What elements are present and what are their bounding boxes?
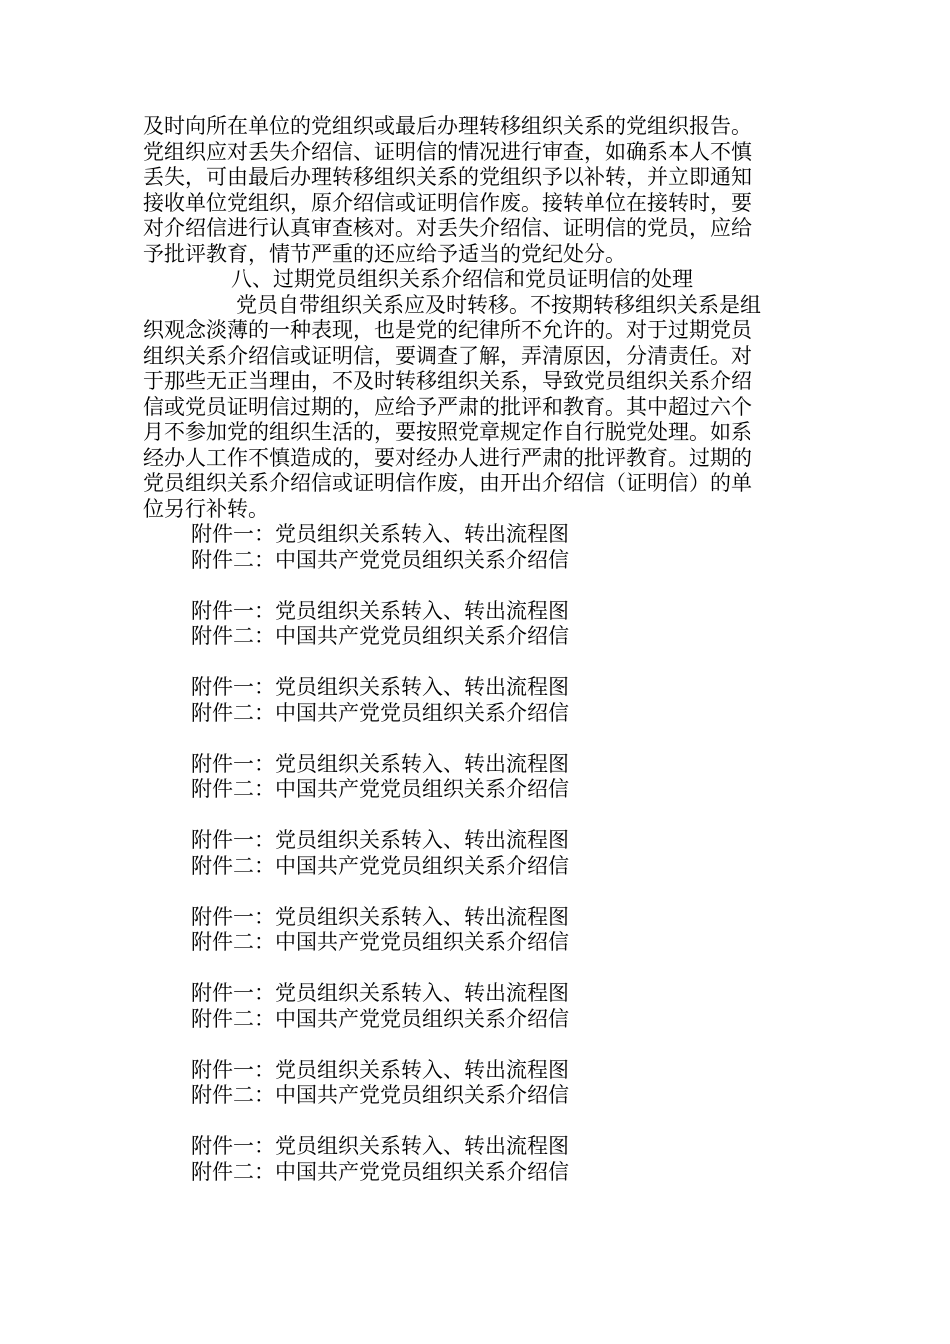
attachment-two: 附件二：中国共产党党员组织关系介绍信 (191, 853, 569, 878)
attachment-two: 附件二：中国共产党党员组织关系介绍信 (191, 1006, 569, 1031)
text-line: 党组织应对丢失介绍信、证明信的情况进行审查，如确系本人不慎 (143, 139, 752, 164)
attachment-two: 附件二：中国共产党党员组织关系介绍信 (191, 1159, 569, 1184)
attachment-list (143, 905, 803, 956)
text-line: 予批评教育，情节严重的还应给予适当的党纪处分。 (143, 241, 626, 266)
paragraph-expired-letter (143, 293, 803, 523)
text-line: 位另行补转。 (143, 496, 269, 521)
text-line: 丢失，可由最后办理转移组织关系的党组织予以补转，并立即通知 (143, 165, 752, 189)
text-line: 党员自带组织关系应及时转移。不按期转移组织关系是组 (236, 292, 761, 317)
attachment-one: 附件一：党员组织关系转入、转出流程图 (191, 904, 569, 929)
attachment-list (143, 675, 803, 726)
document-page (143, 114, 803, 1211)
text-line: 接收单位党组织，原介绍信或证明信作废。接转单位在接转时，要 (143, 190, 752, 215)
text-line: 织观念淡薄的一种表现，也是党的纪律所不允许的。对于过期党员 (143, 318, 752, 342)
attachment-list (143, 752, 803, 803)
attachment-one: 附件一：党员组织关系转入、转出流程图 (191, 675, 569, 699)
attachment-two: 附件二：中国共产党党员组织关系介绍信 (191, 1083, 569, 1107)
attachment-list (143, 828, 803, 879)
text-line: 于那些无正当理由，不及时转移组织关系，导致党员组织关系介绍 (143, 369, 752, 393)
paragraph-lost-letter (143, 114, 803, 267)
attachment-list (143, 599, 803, 650)
attachment-one: 附件一：党员组织关系转入、转出流程图 (191, 751, 569, 776)
text-line: 及时向所在单位的党组织或最后办理转移组织关系的党组织报告。 (143, 114, 752, 138)
attachment-one: 附件一：党员组织关系转入、转出流程图 (191, 828, 569, 852)
attachment-list (143, 1058, 803, 1109)
text-line: 党员组织关系介绍信或证明信作废，由开出介绍信（证明信）的单 (143, 471, 752, 495)
text-line: 组织关系介绍信或证明信，要调查了解，弄清原因，分清责任。对 (143, 343, 752, 368)
attachment-one: 附件一：党员组织关系转入、转出流程图 (191, 981, 569, 1005)
attachment-list (143, 522, 803, 573)
attachment-two: 附件二：中国共产党党员组织关系介绍信 (191, 700, 569, 725)
attachment-one: 附件一：党员组织关系转入、转出流程图 (191, 1057, 569, 1082)
attachment-list (143, 981, 803, 1032)
attachment-one: 附件一：党员组织关系转入、转出流程图 (191, 522, 569, 546)
attachment-one: 附件一：党员组织关系转入、转出流程图 (191, 598, 569, 623)
attachment-two: 附件二：中国共产党党员组织关系介绍信 (191, 624, 569, 648)
attachment-two: 附件二：中国共产党党员组织关系介绍信 (191, 930, 569, 954)
text-line: 信或党员证明信过期的，应给予严肃的批评和教育。其中超过六个 (143, 394, 752, 419)
text-line: 月不参加党的组织生活的，要按照党章规定作自行脱党处理。如系 (143, 420, 752, 444)
attachment-two: 附件二：中国共产党党员组织关系介绍信 (191, 777, 569, 801)
section-heading: 八、过期党员组织关系介绍信和党员证明信的处理 (231, 267, 693, 291)
attachment-one: 附件一：党员组织关系转入、转出流程图 (191, 1134, 569, 1158)
attachment-list (143, 1134, 803, 1185)
text-line: 经办人工作不慎造成的，要对经办人进行严肃的批评教育。过期的 (143, 445, 752, 470)
attachment-two: 附件二：中国共产党党员组织关系介绍信 (191, 547, 569, 572)
text-line: 对介绍信进行认真审查核对。对丢失介绍信、证明信的党员，应给 (143, 216, 752, 240)
